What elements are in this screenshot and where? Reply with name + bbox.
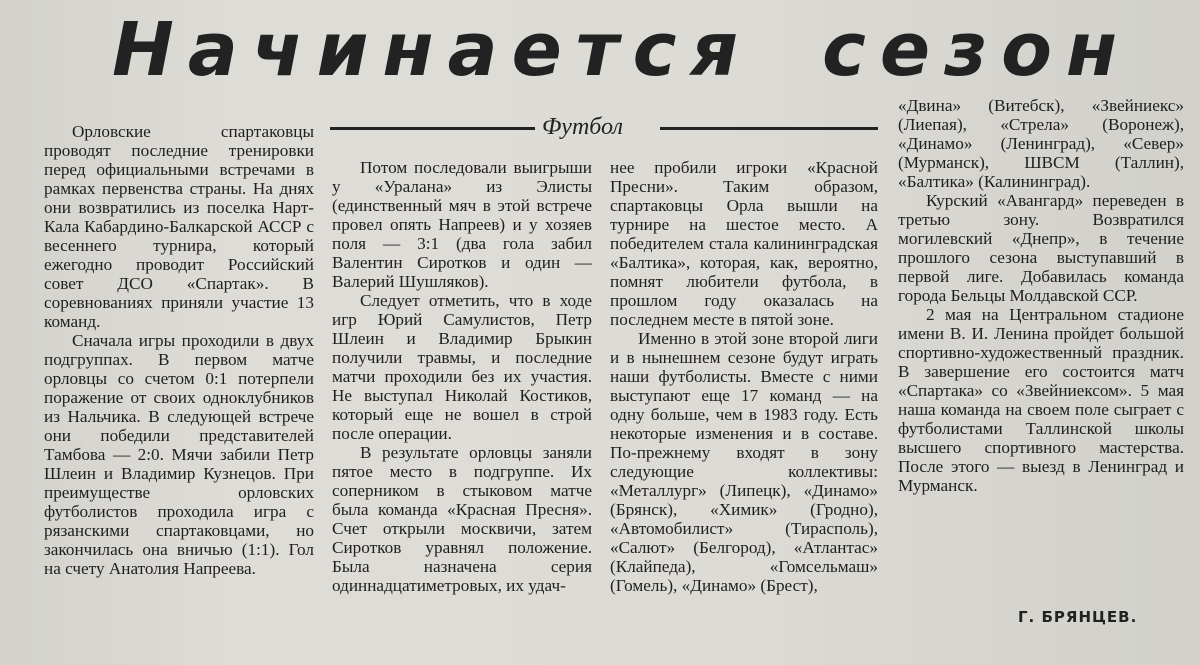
paragraph: Потом последовали выигрыши у «Уралана» из Элисты (единственный мяч в этой встрече провел опять Напреев) и у хозяев поля — 3:1 (два гола забил Валентин Сиротков и один — Валерий Шушляков). (332, 158, 592, 291)
article-column-2 (332, 158, 592, 648)
paragraph: В результате орловцы заняли пятое место в подгруппе. Их соперником в стыковом матче была команда «Красная Пресня». Счет открыли москвичи, затем Сиротков уравнял положение. Была назначена серия одиннадцатиметровых, их удач- (332, 443, 592, 595)
headline (112, 0, 1132, 100)
headline-word-1: Начинается (112, 7, 753, 93)
article-column-4 (898, 96, 1184, 596)
rubric-label: Футбол (542, 114, 623, 140)
paragraph: Сначала игры проходили в двух подгруппах. В первом матче орловцы со счетом 0:1 потерпели поражение от своих одноклубников из Нальчика. В следующей встрече они победили представителей Тамбова — 2:0. Мячи забили Петр Шлеин и Владимир Кузнецов. При преимуществе орловских футболистов проходила игра с рязанскими спартаковцами, но закончилась она вничью (1:1). Гол на счету Анатолия Напреева. (44, 331, 314, 578)
author-signature: Г. БРЯНЦЕВ. (1018, 608, 1138, 626)
paragraph: 2 мая на Центральном стадионе имени В. И. Ленина пройдет большой спортивно-художественный праздник. В завершение его состоится матч «Спартака» со «Звейниексом». 5 мая наша команда на своем поле сыграет с футболистами Таллинской школы высшего спортивного мастерства. После этого — выезд в Ленинград и Мурманск. (898, 305, 1184, 495)
paragraph: «Двина» (Витебск), «Звейниекс» (Лиепая), «Стрела» (Воронеж), «Динамо» (Ленинград), «Север» (Мурманск), ШВСМ (Таллин), «Балтика» (Калининград). (898, 96, 1184, 191)
rubric (330, 112, 878, 142)
article-column-1 (44, 122, 314, 642)
paragraph: нее пробили игроки «Красной Пресни». Таким образом, спартаковцы Орла вышли на турнире на шестое место. А победителем стала калининградская «Балтика», которая, как, вероятно, помнят любители футбола, в прошлом году оказалась на последнем месте в пятой зоне. (610, 158, 878, 329)
paragraph: Курский «Авангард» переведен в третью зону. Возвратился могилевский «Днепр», в течение прошлого сезона выступавший в первой лиге. Добавилась команда города Бельцы Молдавской ССР. (898, 191, 1184, 305)
paragraph: Орловские спартаковцы проводят последние тренировки перед официальными встречами в рамках первенства страны. На днях они возвратились из поселка Нарт-Кала Кабардино-Балкарской АССР с весеннего турнира, который ежегодно проводит Российский совет ДСО «Спартак». В соревнованиях приняли участие 13 команд. (44, 122, 314, 331)
article-column-3 (610, 158, 878, 648)
headline-word-2: сезон (822, 7, 1132, 93)
paragraph: Следует отметить, что в ходе игр Юрий Самулистов, Петр Шлеин и Владимир Брыкин получили травмы, и последние матчи проходили без их участия. Не выступал Николай Костиков, который еще не вошел в строй после операции. (332, 291, 592, 443)
paragraph: Именно в этой зоне второй лиги и в нынешнем сезоне будут играть наши футболисты. Вместе с ними выступают еще 17 команд — на одну больше, чем в 1983 году. Есть некоторые изменения и в составе. По-прежнему входят в зону следующие коллективы: «Металлург» (Липецк), «Динамо» (Брянск), «Химик» (Гродно), «Автомобилист» (Тирасполь), «Салют» (Белгород), «Атлантас» (Клайпеда), «Гомсельмаш» (Гомель), «Динамо» (Брест), (610, 329, 878, 595)
rubric-rule-left (330, 127, 535, 130)
rubric-rule-right (660, 127, 878, 130)
